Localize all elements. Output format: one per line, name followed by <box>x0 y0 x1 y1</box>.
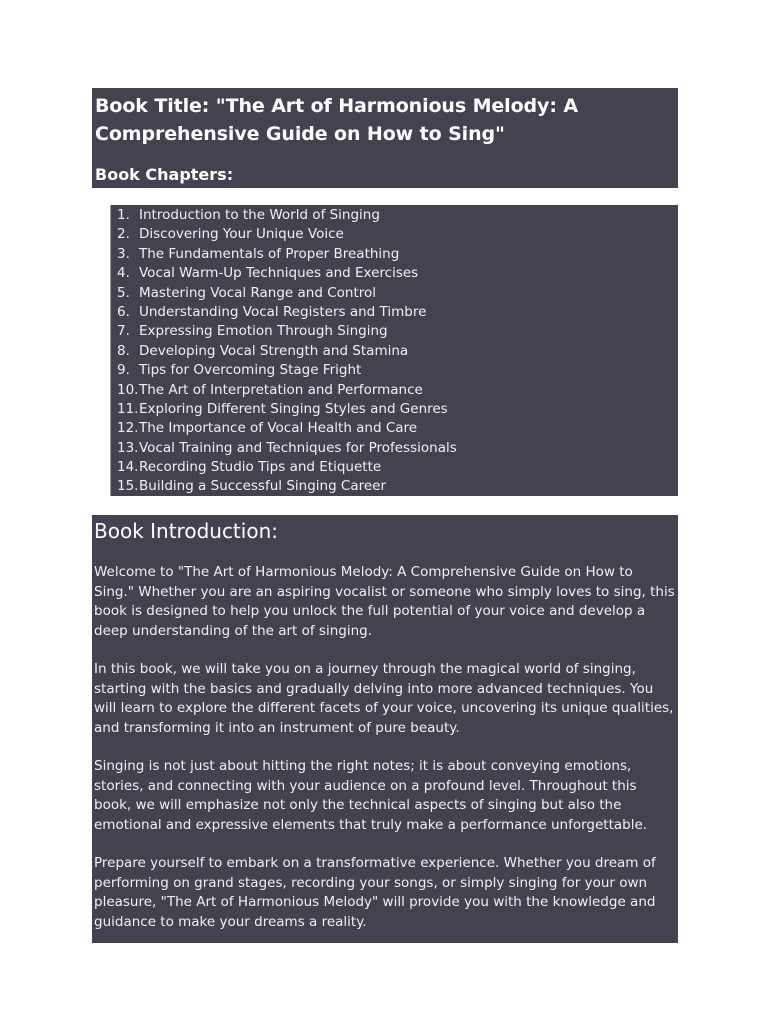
chapter-item <box>117 225 678 244</box>
chapter-number: 11. <box>117 400 139 417</box>
chapter-item <box>117 439 678 458</box>
chapter-title: Introduction to the World of Singing <box>139 207 380 223</box>
chapter-item <box>117 361 678 380</box>
chapter-number: 14. <box>117 459 139 476</box>
chapter-number: 3. <box>117 245 130 262</box>
chapter-title: Tips for Overcoming Stage Fright <box>139 362 362 379</box>
chapter-title: Mastering Vocal Range and Control <box>139 284 377 301</box>
chapter-number: 1. <box>117 207 130 223</box>
chapter-item <box>117 458 678 477</box>
introduction-block <box>92 515 678 943</box>
chapters-heading: Book Chapters: <box>95 165 234 184</box>
chapter-number: 15. <box>117 478 139 495</box>
chapter-title: The Fundamentals of Proper Breathing <box>139 245 400 262</box>
introduction-heading: Book Introduction: <box>94 519 278 543</box>
chapter-item <box>117 477 678 496</box>
chapter-item <box>117 322 678 341</box>
title-block <box>92 88 678 188</box>
chapter-title: The Art of Interpretation and Performance <box>139 381 423 398</box>
chapter-item <box>117 419 678 438</box>
chapter-number: 7. <box>117 323 130 340</box>
chapter-number: 5. <box>117 284 130 301</box>
chapter-title: Building a Successful Singing Career <box>139 478 387 495</box>
chapter-title: The Importance of Vocal Health and Care <box>139 420 418 437</box>
introduction-paragraph-4: Prepare yourself to embark on a transformative experience. Whether you dream of performing on grand stages, recording your songs, or simply singing for your own pleasure, "The Art of Harmonious Melody" will provide you with the knowledge and guidance to make your dreams a reality. <box>94 855 656 930</box>
introduction-paragraph-2: In this book, we will take you on a journey through the magical world of singing, starting with the basics and gradually delving into more advanced techniques. You will learn to explore the different facets of your voice, uncovering its unique qualities, and transforming it into an instrument of pure beauty. <box>94 661 674 736</box>
chapters-list <box>117 206 678 497</box>
chapter-title: Understanding Vocal Registers and Timbre <box>139 303 427 320</box>
book-title: Book Title: "The Art of Harmonious Melody: A Comprehensive Guide on How to Sing" <box>95 95 578 145</box>
chapter-number: 4. <box>117 265 130 282</box>
chapter-item <box>117 400 678 419</box>
chapter-item <box>117 381 678 400</box>
chapter-number: 12. <box>117 420 139 437</box>
chapter-title: Vocal Warm-Up Techniques and Exercises <box>139 265 419 282</box>
chapter-title: Discovering Your Unique Voice <box>139 226 344 243</box>
chapter-item <box>117 303 678 322</box>
chapter-title: Vocal Training and Techniques for Professionals <box>139 439 457 456</box>
chapter-item <box>117 342 678 361</box>
chapter-number: 8. <box>117 342 130 359</box>
chapter-number: 6. <box>117 303 130 320</box>
chapter-number: 13. <box>117 439 139 456</box>
chapter-title: Recording Studio Tips and Etiquette <box>139 459 382 476</box>
chapter-item <box>117 206 678 225</box>
chapter-number: 10. <box>117 381 139 398</box>
chapter-number: 9. <box>117 362 130 379</box>
chapters-list-block <box>110 205 678 496</box>
chapter-item <box>117 245 678 264</box>
introduction-paragraph-3: Singing is not just about hitting the right notes; it is about conveying emotions, stories, and connecting with your audience on a profound level. Throughout this book, we will emphasize not only the technical aspects of singing but also the emotional and expressive elements that truly make a performance unforgettable. <box>94 758 648 833</box>
chapter-item <box>117 264 678 283</box>
chapter-title: Developing Vocal Strength and Stamina <box>139 342 409 359</box>
chapter-number: 2. <box>117 226 130 243</box>
chapter-title: Exploring Different Singing Styles and Genres <box>139 400 448 417</box>
chapter-title: Expressing Emotion Through Singing <box>139 323 388 340</box>
chapter-item <box>117 284 678 303</box>
introduction-paragraph-1: Welcome to "The Art of Harmonious Melody: A Comprehensive Guide on How to Sing." Whether you are an aspiring vocalist or someone who simply loves to sing, this book is designed to help you unlock the full potential of your voice and develop a deep understanding of the art of singing. <box>94 564 675 639</box>
